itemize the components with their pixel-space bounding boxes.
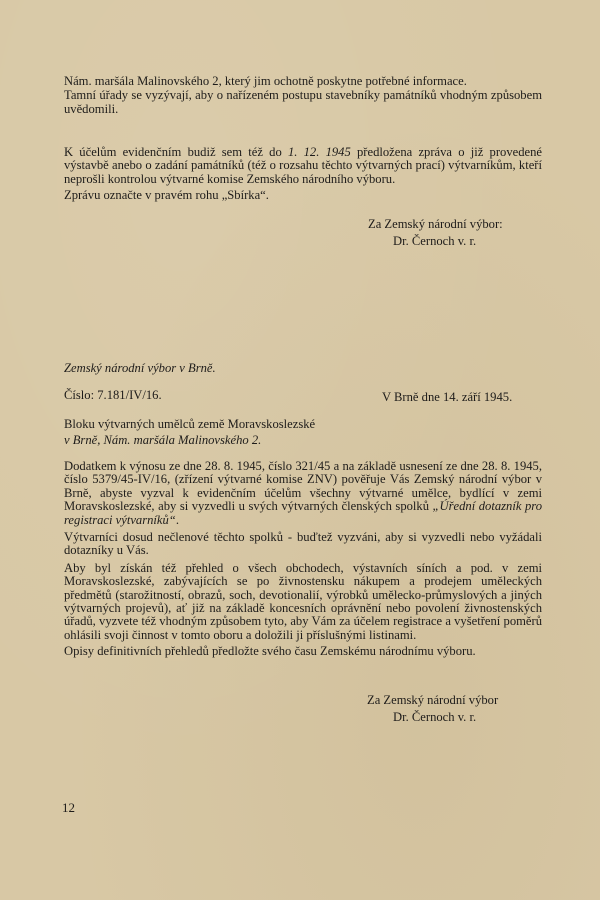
section-2-paragraph-4: Opisy definitivních přehledů předložte svého času Zemskému národnímu výboru. [64,644,476,659]
section-1-signature-name: Dr. Černoch v. r. [393,234,477,248]
page-number: 12 [62,800,75,815]
section-1-body-b [64,146,542,203]
section-2-signature-name: Dr. Černoch v. r. [393,710,477,724]
section-1-signature-for: Za Zemský národní výbor: [368,217,503,231]
section-1-body [64,75,542,116]
section-2-paragraph-3: Aby byl získán též přehled o všech obchodech, výstavních síních a pod. v zemi Moravskoslezské, zabývajících se po živnostensku nákupem a prodejem uměleckých předmětů (starožitností, obrazů, soch, devotionalií, výrobků umělecko-průmyslových a jiných výtvarných projevů), ať již na základě koncesních oprávnění nebo povolení živnostenských úřadů, vyzvete též vhodným způsobem tyto, aby Vám za účelem registrace a vyšetření poměrů ohlásili svoji činnost v tomto oboru a doložili ji příslušnými listinami. [64,560,542,642]
section-2-date: V Brně dne 14. září 1945. [382,390,513,404]
section-1-paragraph-4: Zprávu označte v pravém rohu „Sbírka“. [64,188,269,203]
section-2-reference-number: Číslo: 7.181/IV/16. [64,388,162,402]
section-1-paragraph-3-text-b: předložena zpráva o již provedené výstavbě anebo o zadání památníků (též o rozsahu těchto výtvarných prací) výtvarníkům, kteří neprošli kontrolou výtvarné komise Zemského národního výboru. [64,145,542,186]
section-2-body [64,460,542,659]
section-2-paragraph-1-end: . [175,512,179,527]
section-2-addressee-line-2: v Brně, Nám. maršála Malinovského 2. [64,433,262,447]
section-1-paragraph-3 [64,146,542,186]
section-1-paragraph-3-text-a: K účelům evidenčním budiž sem též do [64,145,288,159]
section-1-deadline-date: 1. 12. 1945 [287,145,351,159]
section-2-form-title: „Úřední dotazník pro registraci výtvarníků“ [64,499,542,527]
section-1-paragraph-1: Nám. maršála Malinovského 2, který jim ochotně poskytne potřebné informace. [64,74,467,88]
section-2-signature-for: Za Zemský národní výbor [367,693,499,707]
section-2-addressee-line-1: Bloku výtvarných umělců země Moravskoslezské [64,417,316,431]
section-2-paragraph-1-text: Dodatkem k výnosu ze dne 28. 8. 1945, číslo 321/45 a na základě usnesení ze dne 28. 8. 1945, číslo 5379/45-IV/16, (zřízení výtvarné komise ZNV) pověřuje Vás Zemský národní výbor v Brně, abyste vyzval k evidenčním účelům všechny výtvarné umělce, bydlící v zemi Moravskoslezské, aby si vyzvedli u svých výtvarných členských spolků [64,459,542,514]
section-2-paragraph-2: Výtvarníci dosud nečlenové těchto spolků - buďtež vyzváni, aby si vyzvedli nebo vyžádali dotazníky u Vás. [64,530,542,558]
section-1-paragraph-2: Tamní úřady se vyzývají, aby o nařízeném postupu stavebníky památníků vhodným způsobem uvědomili. [64,88,542,116]
section-2-header: Zemský národní výbor v Brně. [64,361,216,375]
section-2-paragraph-1 [64,460,542,527]
